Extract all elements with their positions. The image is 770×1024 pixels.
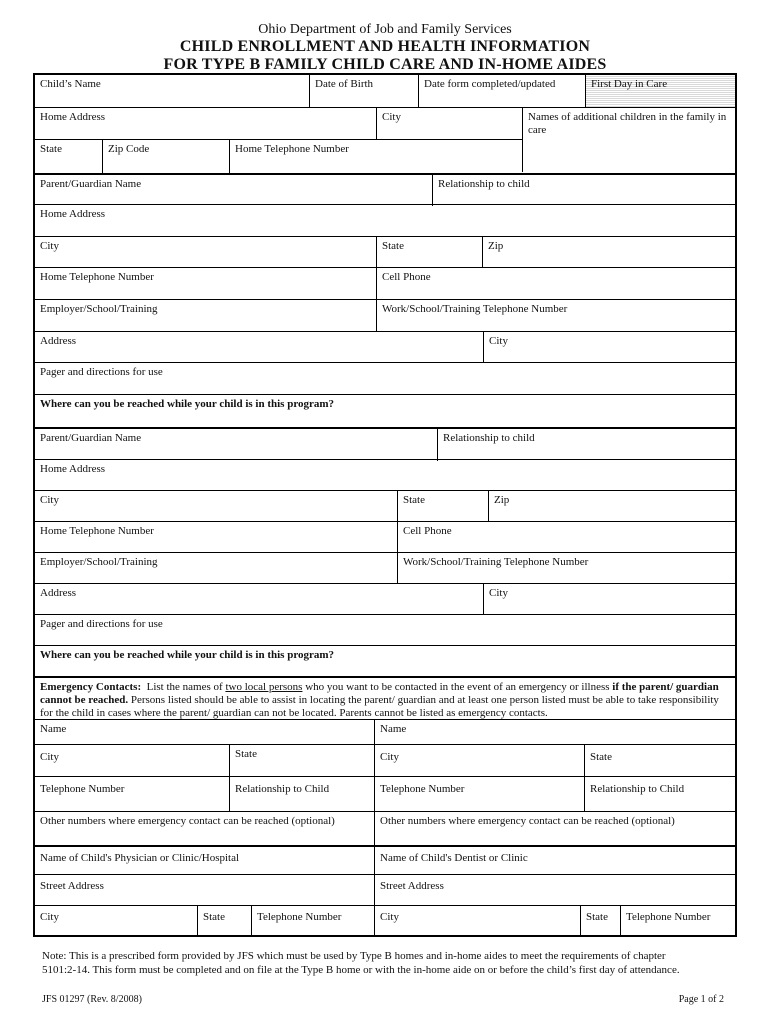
guardian2-reach-field[interactable]: Where can you be reached while your child is in this program? xyxy=(40,649,335,661)
guardian2-city-field[interactable]: City xyxy=(40,494,59,506)
child-row-2 xyxy=(35,107,735,140)
provider-row-name xyxy=(35,845,735,876)
guardian1-row-employer xyxy=(35,299,735,332)
emergency2-other-numbers-field[interactable]: Other numbers where emergency contact can be reached (optional) xyxy=(374,812,735,846)
guardian2-name-field[interactable]: Parent/Guardian Name xyxy=(40,432,142,444)
guardian2-work-phone-field[interactable]: Work/School/Training Telephone Number xyxy=(397,553,735,584)
guardian2-row-name xyxy=(35,427,735,461)
guardian2-relationship-field[interactable]: Relationship to child xyxy=(437,429,735,461)
child-zip-field[interactable]: Zip Code xyxy=(102,140,229,174)
page-number: Page 1 of 2 xyxy=(678,994,724,1005)
guardian1-row-pager xyxy=(35,362,735,395)
form-id: JFS 01297 (Rev. 8/2008) xyxy=(42,994,142,1005)
emergency1-city-field[interactable]: City xyxy=(40,751,59,763)
emergency2-name-field[interactable]: Name xyxy=(374,720,735,745)
child-name-field[interactable]: Child’s Name xyxy=(40,78,101,90)
guardian2-row-address xyxy=(35,459,735,491)
child-row-1 xyxy=(35,75,735,107)
child-state-field[interactable]: State xyxy=(40,143,62,155)
emergency2-relationship-field[interactable]: Relationship to Child xyxy=(584,777,735,812)
guardian1-work-city-field[interactable]: City xyxy=(483,332,735,363)
additional-children-field[interactable]: Names of additional children in the family in care xyxy=(522,108,735,172)
guardian2-row-employer xyxy=(35,552,735,584)
provider-row-street xyxy=(35,874,735,906)
child-dob-field[interactable]: Date of Birth xyxy=(309,75,418,107)
form-note xyxy=(42,949,742,977)
emergency-row-other xyxy=(35,811,735,846)
guardian1-reach-field[interactable]: Where can you be reached while your child is in this program? xyxy=(40,398,335,410)
guardian2-zip-field[interactable]: Zip xyxy=(488,491,735,522)
physician-city-field[interactable]: City xyxy=(40,911,59,923)
guardian2-employer-field[interactable]: Employer/School/Training xyxy=(40,556,158,568)
emergency-text3: Persons listed should be able to assist in locating the parent/ guardian and at least one person listed must be able to take responsibility for the child in cases where the parent/ guardian can not be located. Parents cannot be listed as emergency contacts. xyxy=(40,694,719,719)
guardian2-row-city xyxy=(35,490,735,522)
child-city-field[interactable]: City xyxy=(376,108,522,140)
guardian1-zip-field[interactable]: Zip xyxy=(482,237,735,268)
guardian2-home-phone-field[interactable]: Home Telephone Number xyxy=(40,525,154,537)
emergency-lead: Emergency Contacts: xyxy=(40,681,142,693)
emergency-text1: List the names of xyxy=(146,681,223,693)
emergency-instructions xyxy=(35,676,735,721)
guardian2-cell-phone-field[interactable]: Cell Phone xyxy=(397,522,735,553)
physician-phone-field[interactable]: Telephone Number xyxy=(251,906,374,936)
dentist-state-field[interactable]: State xyxy=(580,906,620,936)
guardian1-work-phone-field[interactable]: Work/School/Training Telephone Number xyxy=(376,300,735,332)
guardian1-name-field[interactable]: Parent/Guardian Name xyxy=(40,178,142,190)
emergency2-phone-field[interactable]: Telephone Number xyxy=(374,777,584,812)
dentist-name-field[interactable]: Name of Child's Dentist or Clinic xyxy=(374,847,735,876)
emergency2-state-field[interactable]: State xyxy=(584,745,735,777)
guardian2-work-city-field[interactable]: City xyxy=(483,584,735,615)
guardian2-row-reach xyxy=(35,645,735,677)
emergency2-city-field[interactable]: City xyxy=(374,745,584,777)
emergency-bold1: if the parent/ guardian cannot be reached. xyxy=(40,681,719,706)
dentist-phone-field[interactable]: Telephone Number xyxy=(620,906,735,936)
guardian1-state-field[interactable]: State xyxy=(376,237,482,268)
physician-street-field[interactable]: Street Address xyxy=(40,880,104,892)
emergency-row-phone xyxy=(35,776,735,812)
child-home-address-field[interactable]: Home Address xyxy=(40,111,106,123)
guardian1-row-city xyxy=(35,236,735,268)
emergency1-other-numbers-field[interactable]: Other numbers where emergency contact can be reached (optional) xyxy=(40,815,335,827)
agency-name: Ohio Department of Job and Family Services xyxy=(258,22,512,37)
emergency1-phone-field[interactable]: Telephone Number xyxy=(40,783,125,795)
child-row-3 xyxy=(35,139,522,174)
dentist-city-field[interactable]: City xyxy=(374,906,580,936)
emergency-text2: who you want to be contacted in the event of an emergency or illness xyxy=(305,681,610,693)
guardian1-row-address xyxy=(35,204,735,237)
guardian2-state-field[interactable]: State xyxy=(397,491,488,522)
guardian2-home-address-field[interactable]: Home Address xyxy=(40,463,106,475)
note-line1: Note: This is a prescribed form provided by JFS which must be used by Type B homes and in-home aides to meet the requirements of chapter xyxy=(42,950,666,962)
note-line2: 5101:2-14. This form must be completed and on file at the Type B home or with the in-home aide on or before the child’s first day of attendance. xyxy=(42,964,680,976)
guardian2-pager-field[interactable]: Pager and directions for use xyxy=(40,618,163,630)
guardian1-work-address-field[interactable]: Address xyxy=(40,335,77,347)
child-home-phone-field[interactable]: Home Telephone Number xyxy=(229,140,522,174)
emergency-row-city xyxy=(35,744,735,777)
guardian1-row-name xyxy=(35,173,735,206)
guardian2-row-phone xyxy=(35,521,735,553)
guardian1-row-work-address xyxy=(35,331,735,363)
guardian1-employer-field[interactable]: Employer/School/Training xyxy=(40,303,158,315)
emergency-underlined: two local persons xyxy=(225,681,303,693)
physician-name-field[interactable]: Name of Child's Physician or Clinic/Hospital xyxy=(40,852,240,864)
guardian1-pager-field[interactable]: Pager and directions for use xyxy=(40,366,163,378)
guardian2-row-pager xyxy=(35,614,735,646)
guardian2-work-address-field[interactable]: Address xyxy=(40,587,77,599)
emergency-instructions-text xyxy=(35,678,735,723)
provider-row-city xyxy=(35,905,735,936)
form-title-line1: CHILD ENROLLMENT AND HEALTH INFORMATION xyxy=(179,38,591,55)
emergency-row-name xyxy=(35,719,735,745)
guardian1-home-address-field[interactable]: Home Address xyxy=(40,208,106,220)
guardian1-cell-phone-field[interactable]: Cell Phone xyxy=(376,268,735,300)
dentist-street-field[interactable]: Street Address xyxy=(374,875,735,906)
emergency1-relationship-field[interactable]: Relationship to Child xyxy=(229,777,374,812)
date-completed-field[interactable]: Date form completed/updated xyxy=(418,75,585,107)
guardian1-relationship-field[interactable]: Relationship to child xyxy=(432,175,735,206)
first-day-in-care-field[interactable]: First Day in Care xyxy=(585,75,735,107)
guardian2-row-work-address xyxy=(35,583,735,615)
emergency1-state-field[interactable]: State xyxy=(229,745,374,777)
guardian1-row-phone xyxy=(35,267,735,300)
enrollment-form xyxy=(33,73,737,937)
guardian1-city-field[interactable]: City xyxy=(40,240,59,252)
form-title-line2: FOR TYPE B FAMILY CHILD CARE AND IN-HOME AIDES xyxy=(163,56,607,73)
guardian1-row-reach xyxy=(35,394,735,428)
physician-state-field[interactable]: State xyxy=(197,906,251,936)
emergency1-name-field[interactable]: Name xyxy=(40,723,67,735)
guardian1-home-phone-field[interactable]: Home Telephone Number xyxy=(40,271,154,283)
